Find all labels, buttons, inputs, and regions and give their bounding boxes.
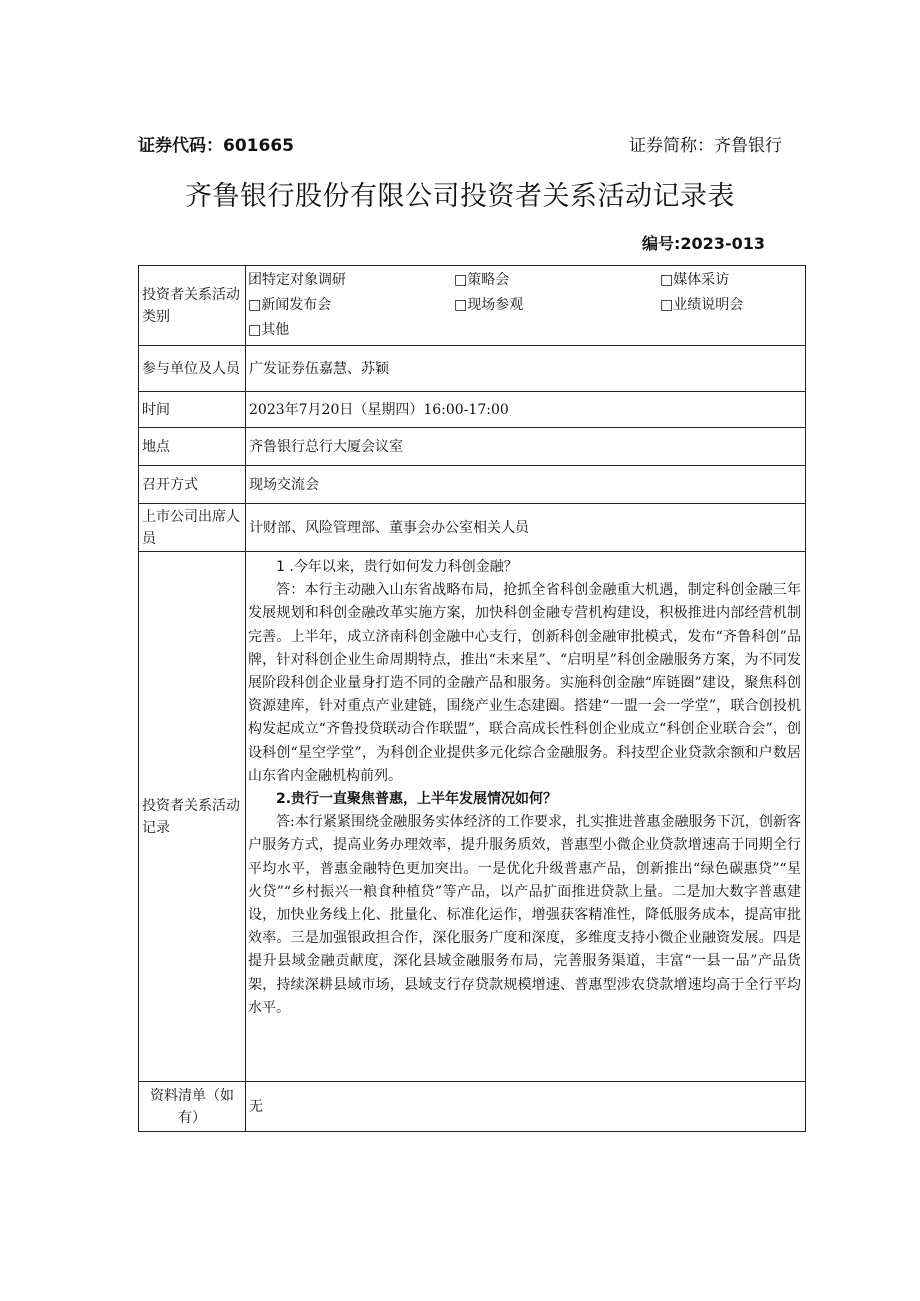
label-time: 时间 xyxy=(139,392,246,428)
category-options xyxy=(246,266,806,346)
question-1: 1 .今年以来，贵行如何发力科创金融？ xyxy=(276,559,518,575)
row-attendees xyxy=(139,504,806,552)
location-value: 齐鲁银行总行大厦会议室 xyxy=(246,428,806,466)
label-participants: 参与单位及人员 xyxy=(139,346,246,392)
row-format xyxy=(139,466,806,504)
securities-short-name: 证券简称：齐鲁银行 xyxy=(629,136,782,156)
record-content xyxy=(246,552,806,1082)
attendees-value: 计财部、风险管理部、董事会办公室相关人员 xyxy=(246,504,806,552)
answer-1: 答：本行主动融入山东省战略布局，抢抓全省科创金融重大机遇，制定科创金融三年发展规划和科创金融改革实施方案，加快科创金融专营机构建设，积极推进内部经营机制完善。上半年，成立济南科创金融中心支行，创新科创金融审批模式，发布“齐鲁科创”品牌，针对科创企业生命周期特点，推出“未来星”、“启明星”科创金融服务方案，为不同发展阶段科创企业量身打造不同的金融产品和服务。实施科创金融“库链圈”建设，聚焦科创资源建库，针对重点产业建链，围绕产业生态建圈。搭建“一盟一会一学堂”，联合创投机构发起成立“齐鲁投贷联动合作联盟”，联合高成长性科创企业成立“科创企业联合会”，创设科创“星空学堂”，为科创企业提供多元化综合金融服务。科技型企业贷款余额和户数居山东省内金融机构前列。 xyxy=(248,582,801,784)
document-number: 编号:2023-013 xyxy=(642,234,765,253)
materials-value: 无 xyxy=(246,1082,806,1132)
question-2: 2.贵行一直聚焦普惠，上半年发展情况如何？ xyxy=(276,791,558,808)
page-title: 齐鲁银行股份有限公司投资者关系活动记录表 xyxy=(185,181,735,212)
time-value: 2023年7月20日（星期四）16:00-17:00 xyxy=(246,392,806,428)
row-location xyxy=(139,428,806,466)
label-attendees: 上市公司出席人员 xyxy=(139,504,246,552)
label-materials: 资料清单（如有） xyxy=(139,1082,246,1132)
category-option: □现场参观 xyxy=(454,297,524,313)
format-value: 现场交流会 xyxy=(246,466,806,504)
activity-record-table xyxy=(138,265,806,1132)
securities-code: 证券代码：601665 xyxy=(138,136,294,156)
row-category xyxy=(139,266,806,346)
participants-value: 广发证券伍嘉慧、苏颖 xyxy=(246,346,806,392)
label-record: 投资者关系活动记录 xyxy=(139,552,246,1082)
category-option: □媒体采访 xyxy=(660,272,730,288)
row-record xyxy=(139,552,806,1082)
category-option: 团特定对象调研 xyxy=(248,272,346,288)
category-option: □其他 xyxy=(248,322,290,338)
category-option: □业绩说明会 xyxy=(660,297,744,313)
category-option: □策略会 xyxy=(454,272,510,288)
row-participants xyxy=(139,346,806,392)
category-option: □新闻发布会 xyxy=(248,297,332,313)
row-time xyxy=(139,392,806,428)
label-format: 召开方式 xyxy=(139,466,246,504)
answer-2: 答:本行紧紧围绕金融服务实体经济的工作要求，扎实推进普惠金融服务下沉，创新客户服务方式，提高业务办理效率，提升服务质效，普惠型小微企业贷款增速高于同期全行平均水平，普惠金融特色更加突出。一是优化升级普惠产品，创新推出“绿色碳惠贷”“星火贷”“乡村振兴一粮食种植贷”等产品，以产品扩面推进贷款上量。二是加大数字普惠建设，加快业务线上化、批量化、标准化运作，增强获客精准性，降低服务成本，提高审批效率。三是加强银政担合作，深化服务广度和深度，多维度支持小微企业融资发展。四是提升县域金融贡献度，深化县域金融服务布局，完善服务渠道，丰富“一县一品”产品货架，持续深耕县域市场，县域支行存贷款规模增速、普惠型涉农贷款增速均高于全行平均水平。 xyxy=(248,814,801,1016)
label-location: 地点 xyxy=(139,428,246,466)
label-category: 投资者关系活动类别 xyxy=(139,266,246,346)
row-materials xyxy=(139,1082,806,1132)
